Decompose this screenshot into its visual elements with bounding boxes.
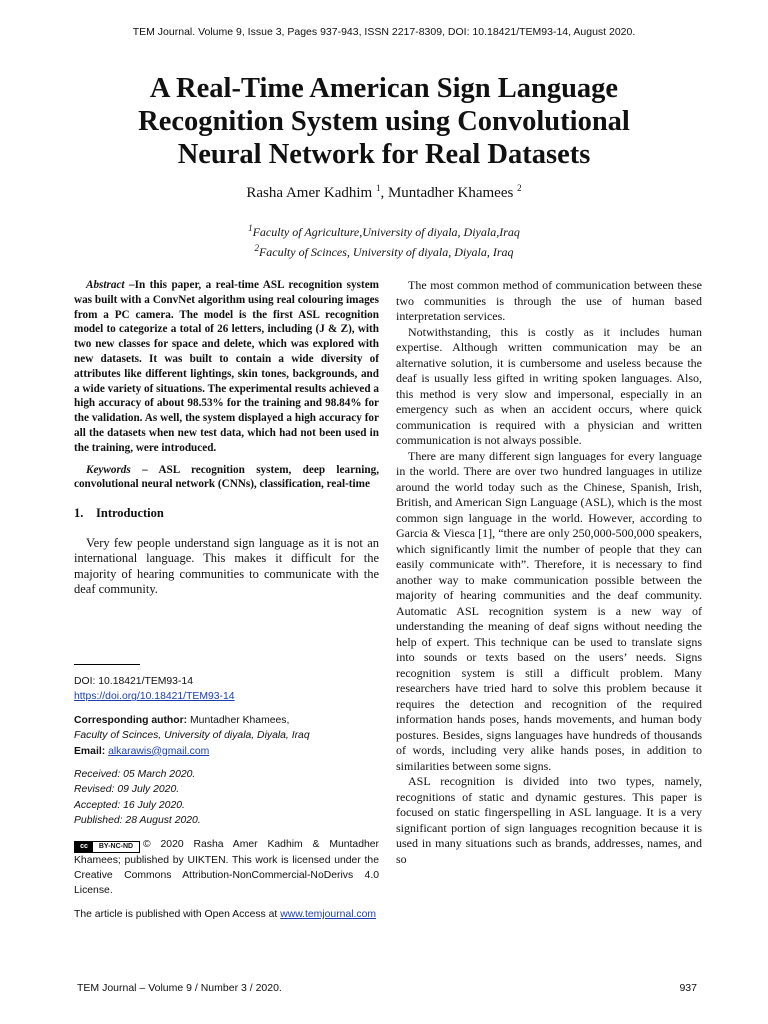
section-heading xyxy=(74,506,379,522)
cc-badge-left: cc xyxy=(75,842,93,852)
abstract-text: –In this paper, a real-time ASL recognition system was built with a ConvNet algorithm using real colouring images from a PC camera. The model is the first ASL recognition model to categorize a total of 26 letters, including (J & Z), with two new classes for space and delete, which was explored with new datasets. It was built to contain a wide diversity of attributes like different lightings, skin tones, backgrounds, and a wide variety of situations. The experimental results achieved a high accuracy of about 98.53% for the training and 98.84% for the validation. As well, the system displayed a high accuracy for all the datasets when new test data, which had not been used in the training, were introduced. xyxy=(74,279,379,454)
cc-license-icon[interactable] xyxy=(74,841,140,853)
license-statement: © 2020 Rasha Amer Kadhim & Muntadher Khamees; published by UIKTEN. This work is licensed under the Creative Commons Attribution-NonCommercial-NoDerivs 4.0 License. xyxy=(74,838,379,897)
right-column xyxy=(396,278,702,867)
doi-text: DOI: 10.18421/TEM93-14 xyxy=(74,676,193,687)
keywords-label: Keywords xyxy=(86,463,131,476)
keywords xyxy=(74,463,379,493)
email-link[interactable]: alkarawis@gmail.com xyxy=(108,745,210,757)
paper-title xyxy=(60,72,708,171)
open-access-statement: The article is published with Open Access at xyxy=(74,908,281,920)
corresponding-affiliation: Faculty of Scinces, University of diyala, Diyala, Iraq xyxy=(74,730,310,742)
received-date: Received: 05 March 2020. xyxy=(74,769,196,781)
journal-link[interactable]: www.temjournal.com xyxy=(280,908,377,920)
affiliation-2-text: Faculty of Scinces, University of diyala, Diyala, Iraq xyxy=(258,244,514,259)
title-line-2: Recognition System using Convolutional xyxy=(138,106,630,137)
accepted-date: Accepted: 16 July 2020. xyxy=(74,799,185,811)
license-text xyxy=(74,837,379,899)
footnote-block xyxy=(74,664,379,922)
body-paragraph-4: ASL recognition is divided into two types, namely, recognitions of static and dynamic gestures. This paper is focused on static fingerspelling in ASL language. It is a very significant portion of sign languages recognition because it is used in many situations such as brands, addresses, names, and so xyxy=(396,774,702,866)
corresponding-author-name: Muntadher Khamees, xyxy=(187,714,290,726)
author-1-affil-mark: 1 xyxy=(375,183,381,193)
email-label: Email: xyxy=(74,745,106,757)
affiliation-2 xyxy=(0,241,768,261)
corresponding-author xyxy=(74,713,379,728)
cc-badge-right: BY-NC-ND xyxy=(98,842,134,850)
email-line xyxy=(74,744,379,759)
affiliation-2-mark: 2 xyxy=(254,242,259,253)
footer-journal-info: TEM Journal – Volume 9 / Number 3 / 2020. xyxy=(77,982,282,994)
affiliations xyxy=(0,221,768,260)
affiliation-1 xyxy=(0,221,768,241)
affiliation-1-mark: 1 xyxy=(248,223,253,233)
revised-date: Revised: 09 July 2020. xyxy=(74,784,180,796)
intro-paragraph: Very few people understand sign language as it is not an international language. This makes it difficult for the majority of hearing communities to communicate with the deaf community. xyxy=(74,535,379,597)
section-number: 1. xyxy=(74,506,84,521)
author-list xyxy=(0,183,768,202)
corresponding-author-label: Corresponding author: xyxy=(74,714,188,726)
author-2: , Muntadher Khamees xyxy=(380,185,518,201)
affiliation-1-text: Faculty of Agriculture,University of diyala, Diyala,Iraq xyxy=(252,225,520,239)
left-column xyxy=(74,278,379,598)
footnote-divider xyxy=(74,664,140,665)
abstract xyxy=(74,278,379,456)
keywords-text: – ASL recognition system, deep learning, convolutional neural network (CNNs), classification, real-time xyxy=(74,463,379,491)
author-2-affil-mark: 2 xyxy=(517,183,522,193)
body-paragraph-3: There are many different sign languages for every language in the world. There are over two hundred languages in utilize around the world today such as the Chinese, Spanish, Irish, British, and American Sign Language (ASL), which is the most common sign language in the world. However, according to Garcia & Viesca [1], “there are only 250,000-500,000 speakers, which significantly limit the number of people that they can easily communicate with”. Therefore, it is necessary to find another way to make communication possible between the majority of hearing communities and the deaf community. Automatic ASL recognition system is a new way of understanding the meaning of deaf signs without needing the help of expert. This technique can be used to translate signs into sounds or texts based on the users’ needs. Signs recognition system is still a difficult problem. Many researchers have tried hard to solve this problem because it requires the detection and recognition of the required information hands poses, hands movements, and human body postures. Besides, signs languages have hundreds of thousands of words, including very alike hands poses, in addition to similarities between some signs. xyxy=(396,448,702,773)
open-access-text xyxy=(74,907,379,922)
author-1: Rasha Amer Kadhim xyxy=(246,185,376,201)
title-line-3: Neural Network for Real Datasets xyxy=(177,139,591,170)
section-title: Introduction xyxy=(96,506,164,521)
doi-link[interactable]: https://doi.org/10.18421/TEM93-14 xyxy=(74,691,235,703)
body-paragraph-2: Notwithstanding, this is costly as it includes human expertise. Although written communication may be an alternative solution, it is cumbersome and useless because the deaf is usually less gifted in writing spoken languages. Also, this method is very slow and impersonal, especially in an emergency such as when an accident occurs, where quick communication is required with a physician and written communication is not always possible. xyxy=(396,324,702,447)
published-date: Published: 28 August 2020. xyxy=(74,815,201,827)
abstract-label: Abstract xyxy=(86,279,125,291)
running-header: TEM Journal. Volume 9, Issue 3, Pages 937-943, ISSN 2217-8309, DOI: 10.18421/TEM93-14, August 2020. xyxy=(132,26,636,38)
page-number: 937 xyxy=(679,982,697,994)
title-line-1: A Real-Time American Sign Language xyxy=(149,73,619,104)
body-paragraph-1: The most common method of communication between these two communities is through the use of human based interpretation services. xyxy=(396,278,702,323)
